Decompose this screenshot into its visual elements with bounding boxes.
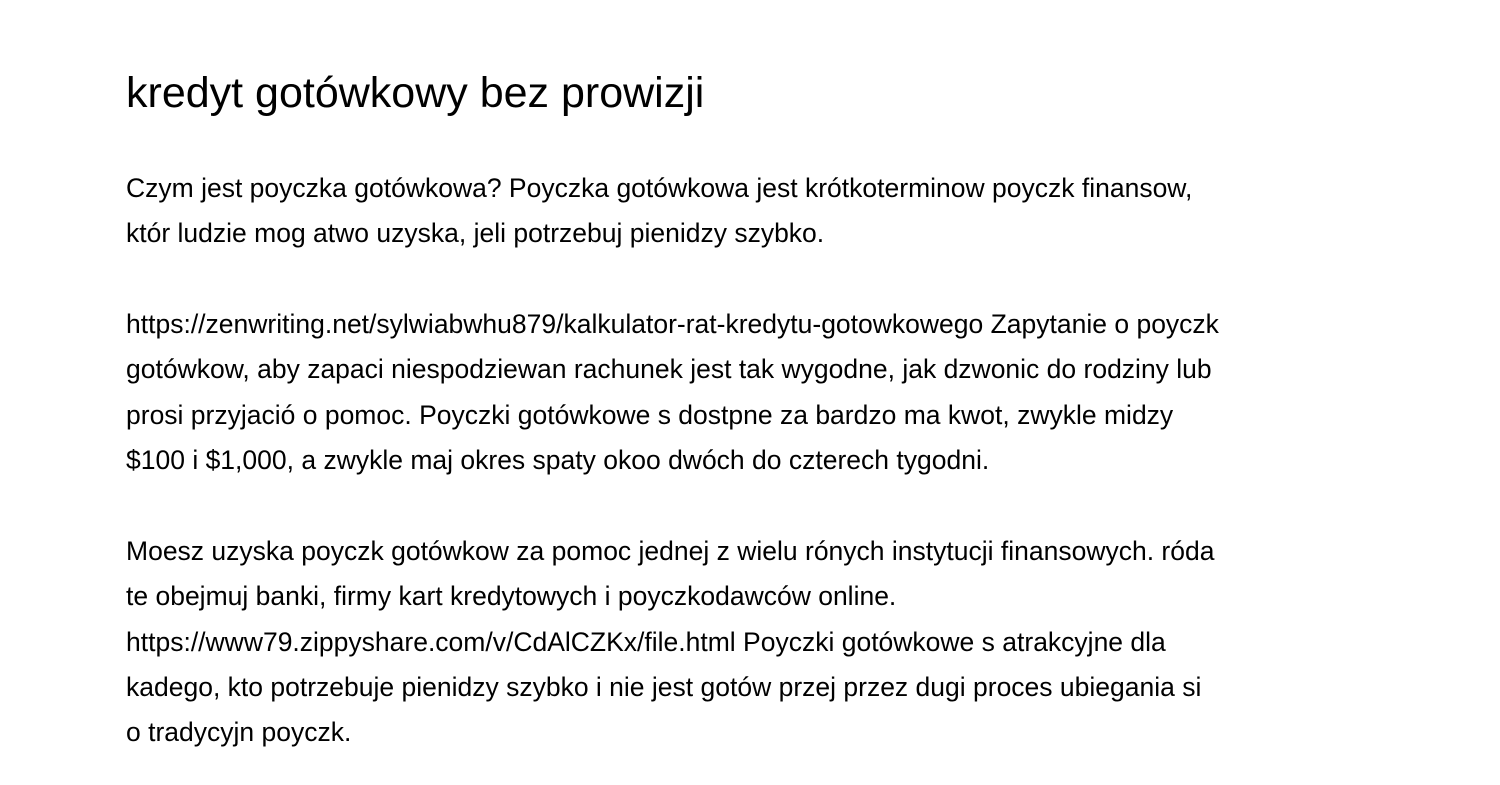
- text-line: te obejmuj banki, firmy kart kredytowych i poyczkodawców online.: [126, 581, 897, 612]
- text-line: prosi przyjació o pomoc. Poyczki gotówkowe s dostpne za bardzo ma kwot, zwykle midzy: [126, 399, 1174, 430]
- text-line: $100 i $1,000, a zwykle maj okres spaty okoo dwóch do czterech tygodni.: [126, 444, 990, 475]
- paragraph-request: [126, 302, 1219, 483]
- document-title: kredyt gotówkowy bez prowizji: [126, 69, 705, 117]
- text-line: Moesz uzyska poyczk gotówkow za pomoc jednej z wielu rónych instytucji finansowych. róda: [126, 536, 1215, 566]
- text-line: gotówkow, aby zapaci niespodziewan rachunek jest tak wygodne, jak dzwonic do rodziny lub: [126, 354, 1212, 385]
- paragraph-intro: [126, 166, 1192, 257]
- paragraph-sources: [126, 529, 1214, 755]
- text-line: Czym jest poyczka gotówkowa? Poyczka gotówkowa jest krótkoterminow poyczk finansow,: [126, 173, 1193, 203]
- text-line: kadego, kto potrzebuje pienidzy szybko i nie jest gotów przej przez dugi proces ubiegania si: [126, 671, 1202, 702]
- text-line-with-url: https://www79.zippyshare.com/v/CdAlCZKx/file.html Poyczki gotówkowe s atrakcyjne dla: [126, 626, 1166, 657]
- text-line: któr ludzie mog atwo uzyska, jeli potrzebuj pienidzy szybko.: [126, 218, 825, 249]
- text-line-with-url: https://zenwriting.net/sylwiabwhu879/kalkulator-rat-kredytu-gotowkowego Zapytanie o poyczk: [126, 309, 1219, 339]
- text-line: o tradycyjn poyczk.: [126, 717, 352, 748]
